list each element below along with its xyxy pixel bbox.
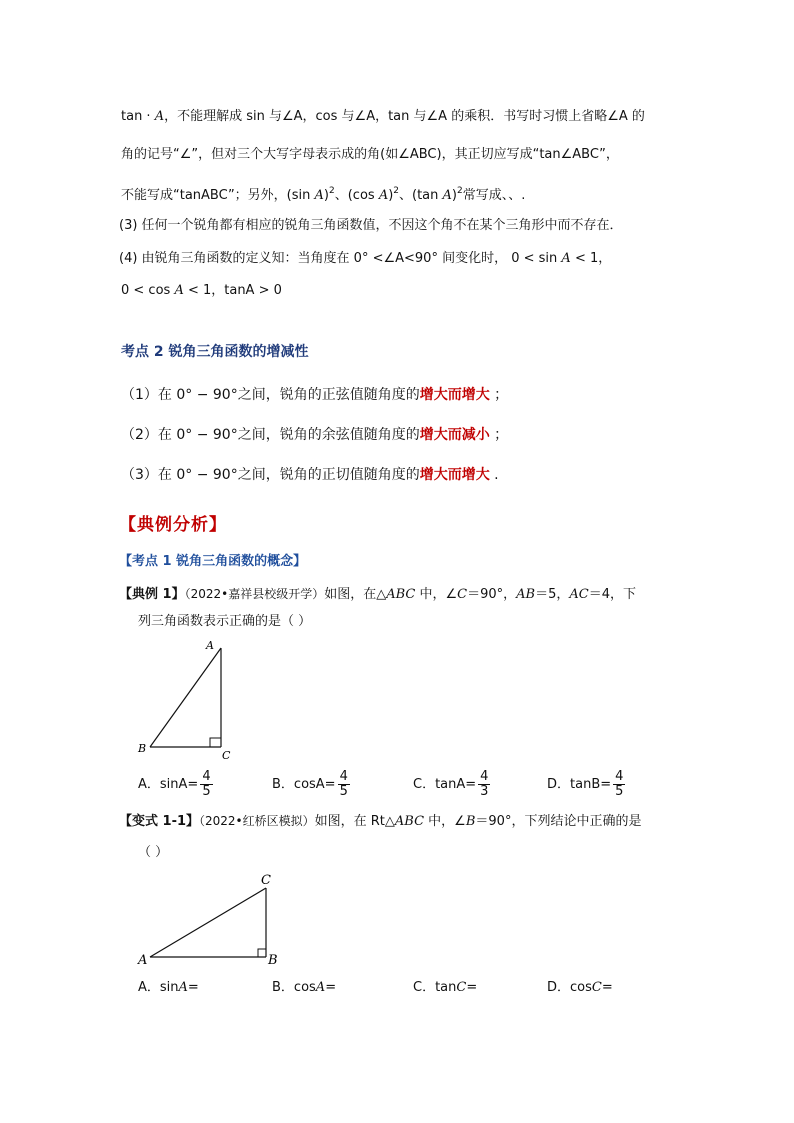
vertex-b-label: B (138, 742, 147, 755)
option-text: = (601, 980, 613, 995)
numerator: 4 (480, 769, 489, 784)
section-title-kaodian1: 【考点 1 锐角三角函数的概念】 (119, 554, 307, 569)
para-line-5 (119, 250, 611, 268)
text: 如图，在 Rt△ (314, 814, 395, 829)
text: 不能写成“tanABC”；另外，(sin (121, 188, 315, 203)
text: ＝4，下 (588, 587, 636, 602)
text: 中，∠ (424, 814, 466, 829)
text: < 1，tanA > 0 (183, 283, 282, 298)
para-line-6 (121, 282, 282, 300)
example-tag: 【典例 1】 (119, 587, 185, 602)
variant-option-a[interactable] (138, 979, 199, 997)
text: 、(cos (334, 188, 379, 203)
text: （1）在 0° − 90°之间，锐角的正弦值随角度的 (121, 387, 420, 403)
para-line-2 (121, 146, 619, 164)
para-line-4 (119, 217, 623, 235)
text: （3）在 0° − 90°之间，锐角的正切值随角度的 (121, 467, 420, 483)
text: 如图，在△ (324, 587, 387, 602)
option-text: = (187, 980, 199, 995)
var: AB (516, 587, 536, 602)
section-title-kaodian2: 考点 2 锐角三角函数的增减性 (121, 344, 309, 360)
text: ＝90°， (467, 587, 517, 602)
option-c[interactable] (413, 770, 490, 799)
text: 角的记号“∠”，但对三个大写字母表示成的角(如∠ABC)，其正切应写成“tan∠ABC”， (121, 147, 619, 162)
fraction (613, 770, 625, 799)
option-text: C．tanA= (413, 777, 477, 792)
section-banner: 【典例分析】 (119, 515, 227, 535)
numerator: 4 (615, 769, 624, 784)
right-angle-mark (210, 738, 221, 747)
source-note: （2022•红桥区模拟） (199, 814, 315, 828)
variant-option-b[interactable] (272, 979, 336, 997)
superscript: 2 (393, 186, 400, 196)
text: 0 < cos (121, 283, 175, 298)
numerator: 4 (339, 769, 348, 784)
text: ； (489, 427, 509, 443)
option-text: B．cosA= (272, 777, 336, 792)
option-text: A．sinA= (138, 777, 199, 792)
kaodian2-item-3 (121, 466, 499, 484)
var: A (315, 980, 326, 995)
text: ) (388, 188, 394, 203)
text: tan · (121, 109, 155, 124)
right-angle-mark (258, 949, 266, 957)
var-a: A (154, 109, 165, 124)
option-text: A．sin (138, 980, 179, 995)
variant-tag: 【变式 1-1】 (119, 814, 200, 829)
source-note: （2022•嘉祥县校级开学） (184, 587, 325, 601)
example-1-line-1 (119, 585, 636, 604)
var: A (378, 188, 389, 203)
option-text: = (325, 980, 337, 995)
variant-1-line-2: （ ） (138, 845, 169, 860)
text: (3) 任何一个锐角都有相应的锐角三角函数值，不因这个角不在某个三角形中而不存在． (119, 218, 623, 233)
superscript: 2 (457, 186, 463, 196)
option-text: C．tan (413, 980, 457, 995)
var: A (442, 188, 452, 203)
example-1-line-2: 列三角函数表示正确的是（ ） (138, 614, 312, 629)
option-text: D．tanB= (547, 777, 612, 792)
triangle-figure-1 (130, 636, 250, 766)
var: B (465, 814, 476, 829)
numerator: 4 (202, 769, 211, 784)
text: . (489, 467, 499, 483)
text: ； (489, 387, 509, 403)
text: ) (323, 188, 329, 203)
option-text: B．cos (272, 980, 316, 995)
option-b[interactable] (272, 770, 350, 799)
fraction (338, 770, 350, 799)
vertex-a-label: A (138, 953, 148, 968)
option-a[interactable] (138, 770, 213, 799)
text: ＝5， (535, 587, 570, 602)
var: AC (569, 587, 589, 602)
superscript: 2 (328, 186, 335, 196)
side-ab (150, 648, 221, 747)
text: ) (451, 188, 457, 203)
answer-highlight: 增大而增大 (419, 467, 490, 483)
vertex-c-label: C (261, 873, 271, 888)
fraction (200, 770, 212, 799)
denominator: 5 (615, 784, 624, 799)
variant-option-d[interactable] (547, 979, 613, 997)
variant-option-c[interactable] (413, 979, 477, 997)
var: C (591, 980, 602, 995)
text: ，不能理解成 sin 与∠A，cos 与∠A，tan 与∠A 的乘积．书写时习惯上省略∠A 的 (164, 109, 645, 124)
var: C (456, 980, 467, 995)
para-line-3 (121, 182, 525, 205)
text: < 1， (570, 251, 612, 266)
text: (4) 由锐角三角函数的定义知：当角度在 0° <∠A<90° 间变化时， 0 < sin (119, 251, 562, 266)
option-d[interactable] (547, 770, 625, 799)
text: 常写成、、. (462, 188, 526, 203)
text: 中，∠ (415, 587, 458, 602)
var: ABC (386, 587, 416, 602)
answer-highlight: 增大而减小 (419, 427, 490, 443)
vertex-a-label: A (206, 639, 214, 652)
var: ABC (394, 814, 425, 829)
option-text: = (466, 980, 478, 995)
text: 、(tan (399, 188, 443, 203)
para-line-1 (121, 108, 645, 126)
var: C (457, 587, 468, 602)
vertex-b-label: B (268, 953, 278, 968)
vertex-c-label: C (222, 749, 231, 762)
var: A (314, 188, 324, 203)
denominator: 5 (202, 784, 211, 799)
var: A (178, 980, 188, 995)
kaodian2-item-1 (121, 386, 508, 404)
option-text: D．cos (547, 980, 592, 995)
text: （2）在 0° − 90°之间，锐角的余弦值随角度的 (121, 427, 420, 443)
answer-highlight: 增大而增大 (419, 387, 490, 403)
text: ＝90°，下列结论中正确的是 (475, 814, 642, 829)
fraction (478, 770, 490, 799)
denominator: 3 (480, 784, 489, 799)
triangle-figure-2 (130, 866, 290, 972)
denominator: 5 (339, 784, 348, 799)
var: A (174, 283, 184, 298)
var: A (561, 251, 571, 266)
kaodian2-item-2 (121, 426, 508, 444)
variant-1-line-1 (119, 812, 641, 831)
side-ac (150, 888, 266, 957)
